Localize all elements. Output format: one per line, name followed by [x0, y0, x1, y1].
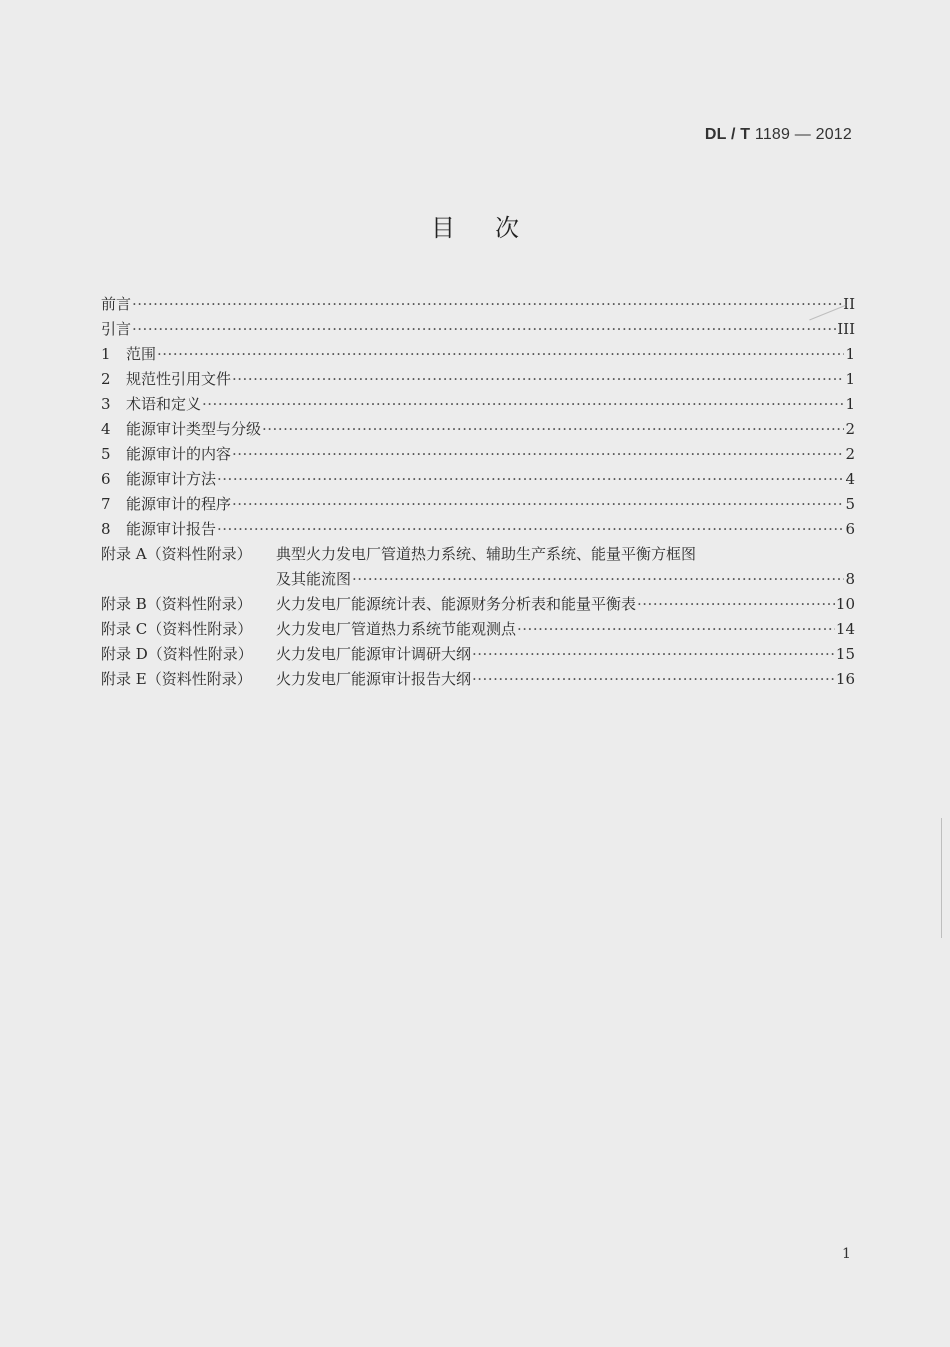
dot-leader	[232, 442, 844, 467]
toc-entry-page: 2	[845, 445, 855, 463]
dot-leader	[262, 417, 844, 442]
appendix-title: 火力发电厂能源审计报告大纲	[276, 670, 472, 688]
toc-entry-title: 引言	[101, 320, 132, 338]
table-of-contents	[101, 292, 855, 692]
toc-entry-section-6[interactable]	[101, 467, 855, 492]
appendix-title: 火力发电厂能源审计调研大纲	[276, 645, 472, 663]
toc-entry-number: 7	[101, 495, 111, 513]
dot-leader	[132, 317, 836, 342]
toc-entry-page: 5	[845, 495, 855, 513]
toc-appendix-a-line1[interactable]	[101, 542, 855, 567]
toc-entry-section-5[interactable]	[101, 442, 855, 467]
toc-entry-page: 10	[835, 595, 855, 613]
dot-leader	[637, 592, 835, 617]
toc-appendix-b[interactable]	[101, 592, 855, 617]
toc-entry-number: 5	[101, 445, 111, 463]
toc-entry-section-1[interactable]	[101, 342, 855, 367]
page-number: 1	[842, 1246, 851, 1262]
toc-entry-page: 1	[845, 345, 855, 363]
appendix-label: 附录 C（资料性附录）	[101, 620, 253, 638]
dot-leader	[472, 642, 835, 667]
toc-entry-page: 2	[845, 420, 855, 438]
appendix-label: 附录 A（资料性附录）	[101, 545, 252, 563]
toc-entry-number: 6	[101, 470, 111, 488]
toc-entry-page: 4	[845, 470, 855, 488]
standard-number: 1189 — 2012	[754, 126, 852, 143]
toc-entry-number: 3	[101, 395, 111, 413]
dot-leader	[232, 492, 844, 517]
toc-entry-title: 能源审计类型与分级	[126, 420, 262, 438]
dot-leader	[472, 667, 835, 692]
toc-appendix-a-line2[interactable]	[101, 567, 855, 592]
toc-entry-page: 1	[845, 395, 855, 413]
dot-leader	[157, 342, 844, 367]
toc-entry-section-8[interactable]	[101, 517, 855, 542]
toc-entry-number: 2	[101, 370, 111, 388]
toc-appendix-d[interactable]	[101, 642, 855, 667]
appendix-label: 附录 B（资料性附录）	[101, 595, 252, 613]
toc-entry-title: 规范性引用文件	[126, 370, 232, 388]
dot-leader	[217, 517, 844, 542]
toc-entry-page: 8	[845, 570, 855, 588]
toc-entry-title: 范围	[126, 345, 157, 363]
toc-entry-page: III	[837, 320, 855, 338]
toc-entry-section-7[interactable]	[101, 492, 855, 517]
toc-entry-page: 1	[845, 370, 855, 388]
toc-entry-title: 能源审计的内容	[126, 445, 232, 463]
appendix-title-continued: 及其能流图	[276, 570, 352, 588]
appendix-title: 典型火力发电厂管道热力系统、辅助生产系统、能量平衡方框图	[276, 545, 697, 563]
standard-code	[705, 126, 852, 144]
appendix-label: 附录 D（资料性附录）	[101, 645, 253, 663]
toc-entry-number: 1	[101, 345, 111, 363]
page-title: 目次	[431, 214, 559, 242]
toc-entry-number: 8	[101, 520, 111, 538]
toc-entry-page: 14	[835, 620, 855, 638]
toc-entry-title: 能源审计的程序	[126, 495, 232, 513]
toc-entry-section-4[interactable]	[101, 417, 855, 442]
scan-artifact	[941, 818, 942, 938]
toc-entry-preface[interactable]	[101, 292, 855, 317]
toc-entry-title: 能源审计报告	[126, 520, 217, 538]
appendix-title: 火力发电厂管道热力系统节能观测点	[276, 620, 517, 638]
dot-leader	[232, 367, 844, 392]
toc-entry-introduction[interactable]	[101, 317, 855, 342]
dot-leader	[132, 292, 842, 317]
toc-entry-page: II	[843, 295, 855, 313]
toc-appendix-e[interactable]	[101, 667, 855, 692]
toc-entry-section-3[interactable]	[101, 392, 855, 417]
dot-leader	[352, 567, 844, 592]
toc-entry-title: 前言	[101, 295, 132, 313]
toc-appendix-c[interactable]	[101, 617, 855, 642]
dot-leader	[217, 467, 844, 492]
toc-entry-title: 术语和定义	[126, 395, 202, 413]
dot-leader	[202, 392, 844, 417]
toc-entry-number: 4	[101, 420, 111, 438]
toc-entry-page: 16	[835, 670, 855, 688]
appendix-label: 附录 E（资料性附录）	[101, 670, 252, 688]
toc-entry-section-2[interactable]	[101, 367, 855, 392]
toc-entry-page: 15	[835, 645, 855, 663]
standard-prefix: DL / T	[704, 126, 755, 143]
toc-entry-title: 能源审计方法	[126, 470, 217, 488]
toc-entry-page: 6	[845, 520, 855, 538]
dot-leader	[517, 617, 835, 642]
appendix-title: 火力发电厂能源统计表、能源财务分析表和能量平衡表	[276, 595, 637, 613]
